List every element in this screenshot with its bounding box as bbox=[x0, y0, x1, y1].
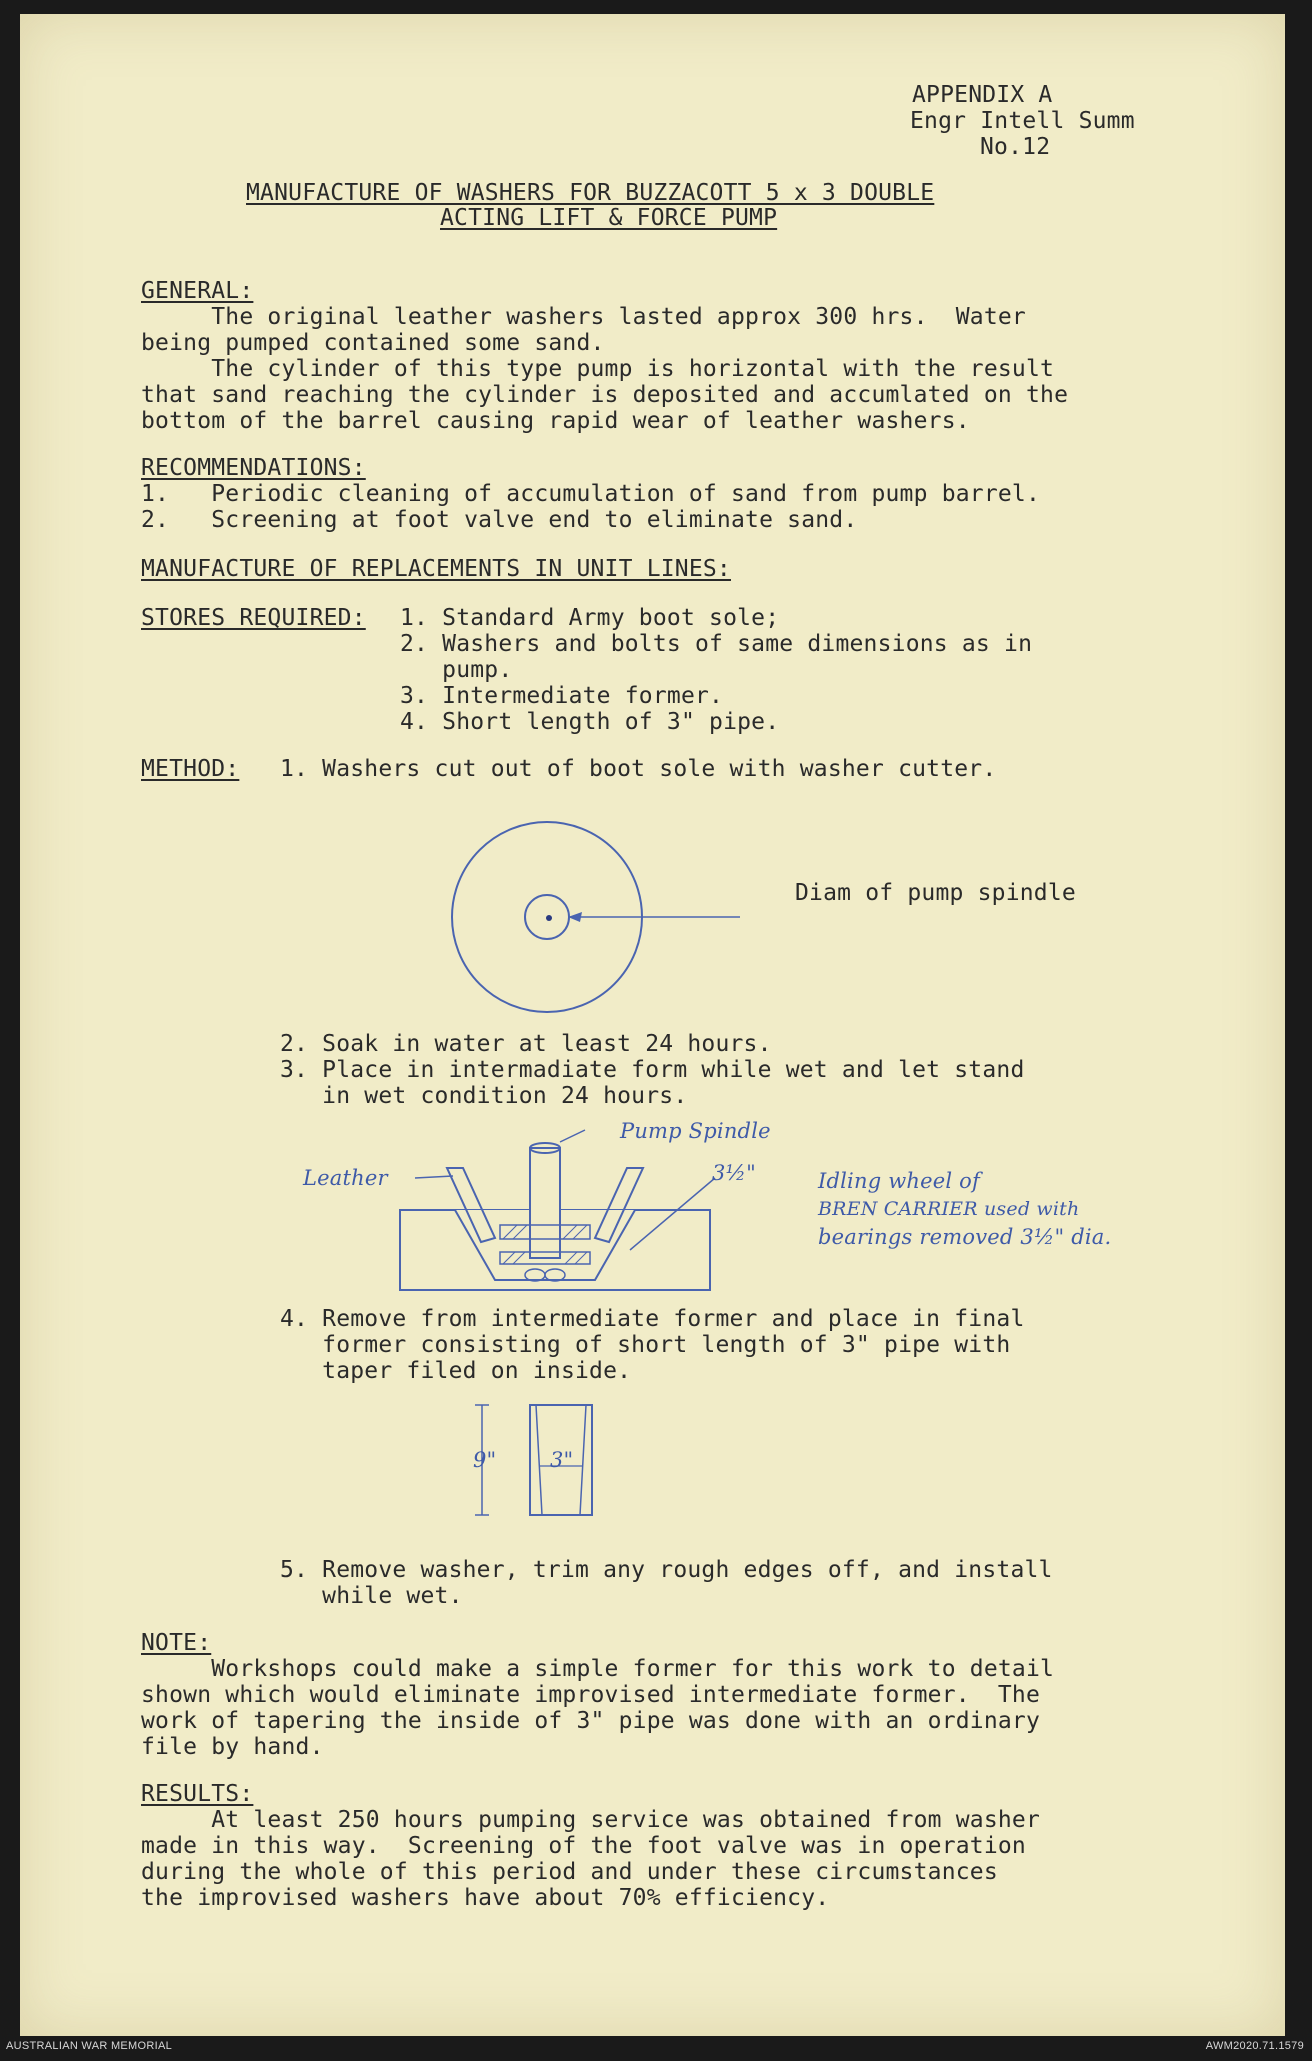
results-line: the improvised washers have about 70% efficiency. bbox=[141, 1885, 830, 1911]
general-line: The cylinder of this type pump is horizontal with the result bbox=[141, 356, 1055, 382]
washer-center-dot bbox=[546, 915, 552, 921]
diagram2-spindle-label: Pump Spindle bbox=[620, 1119, 771, 1143]
method-step2: 2. Soak in water at least 24 hours. bbox=[280, 1031, 772, 1057]
title-line2: ACTING LIFT & FORCE PUMP bbox=[440, 205, 778, 231]
general-line: being pumped contained some sand. bbox=[141, 330, 605, 356]
stores-item: 4. Short length of 3" pipe. bbox=[400, 709, 780, 735]
diagram3-height-label: 9" bbox=[473, 1448, 497, 1472]
method-step1: 1. Washers cut out of boot sole with washer cutter. bbox=[280, 756, 997, 782]
general-heading: GENERAL: bbox=[141, 278, 254, 304]
appendix-line1: APPENDIX A bbox=[912, 82, 1053, 108]
washer-diagram bbox=[450, 820, 810, 1010]
recommendation-item: 2. Screening at foot valve end to eliminate sand. bbox=[141, 507, 858, 533]
diagram2-note-line: Idling wheel of bbox=[818, 1169, 980, 1193]
method-step4-line: 4. Remove from intermediate former and place in final bbox=[280, 1306, 1025, 1332]
method-step5-line: 5. Remove washer, trim any rough edges off, and install bbox=[280, 1557, 1053, 1583]
recommendations-heading: RECOMMENDATIONS: bbox=[141, 455, 366, 481]
spindle-shaft bbox=[530, 1148, 560, 1258]
stores-item: 1. Standard Army boot sole; bbox=[400, 605, 780, 631]
method-step4-line: taper filed on inside. bbox=[280, 1358, 632, 1384]
results-line: during the whole of this period and under these circumstances bbox=[141, 1859, 998, 1885]
stores-item: pump. bbox=[400, 657, 513, 683]
results-line: made in this way. Screening of the foot valve was in operation bbox=[141, 1833, 1026, 1859]
stores-heading: STORES REQUIRED: bbox=[141, 605, 366, 631]
title-line1: MANUFACTURE OF WASHERS FOR BUZZACOTT 5 x 3 DOUBLE bbox=[246, 180, 935, 206]
note-line: work of tapering the inside of 3" pipe was done with an ordinary bbox=[141, 1708, 1041, 1734]
pointer-arrowhead bbox=[568, 912, 582, 922]
diagram2-note-line: bearings removed 3½" dia. bbox=[818, 1225, 1112, 1249]
method-step5-line: while wet. bbox=[280, 1583, 463, 1609]
diagram1-label: Diam of pump spindle bbox=[795, 880, 1076, 906]
footer-left: AUSTRALIAN WAR MEMORIAL bbox=[6, 2040, 173, 2052]
general-line: that sand reaching the cylinder is deposited and accumlated on the bbox=[141, 382, 1069, 408]
diagram3-width-label: 3" bbox=[550, 1448, 574, 1472]
diagram2-leather-label: Leather bbox=[303, 1166, 388, 1190]
method-step3-line: 3. Place in intermadiate form while wet and let stand bbox=[280, 1057, 1025, 1083]
stores-item: 2. Washers and bolts of same dimensions as in bbox=[400, 631, 1033, 657]
general-line: bottom of the barrel causing rapid wear of leather washers. bbox=[141, 408, 970, 434]
size-leader-line bbox=[630, 1178, 715, 1250]
manufacture-heading: MANUFACTURE OF REPLACEMENTS IN UNIT LINES: bbox=[141, 556, 731, 582]
leather-leader-line bbox=[415, 1176, 453, 1178]
method-step4-line: former consisting of short length of 3" pipe with bbox=[280, 1332, 1011, 1358]
appendix-line3: No.12 bbox=[980, 134, 1051, 160]
spindle-leader-line bbox=[560, 1130, 585, 1142]
stores-item: 3. Intermediate former. bbox=[400, 683, 724, 709]
note-line: shown which would eliminate improvised intermediate former. The bbox=[141, 1682, 1041, 1708]
note-line: file by hand. bbox=[141, 1734, 324, 1760]
general-line: The original leather washers lasted approx 300 hrs. Water bbox=[141, 304, 1026, 330]
results-heading: RESULTS: bbox=[141, 1781, 254, 1807]
note-line: Workshops could make a simple former for this work to detail bbox=[141, 1656, 1055, 1682]
note-heading: NOTE: bbox=[141, 1630, 212, 1656]
footer-right: AWM2020.71.1579 bbox=[1205, 2040, 1304, 2052]
appendix-line2: Engr Intell Summ bbox=[910, 108, 1135, 134]
results-line: At least 250 hours pumping service was obtained from washer bbox=[141, 1807, 1041, 1833]
method-step3-line: in wet condition 24 hours. bbox=[280, 1083, 688, 1109]
diagram2-size-label: 3½" bbox=[712, 1161, 756, 1185]
method-heading: METHOD: bbox=[141, 756, 240, 782]
diagram2-note-line: BREN CARRIER used with bbox=[818, 1198, 1080, 1220]
intermediate-former-diagram bbox=[395, 1120, 795, 1300]
recommendation-item: 1. Periodic cleaning of accumulation of sand from pump barrel. bbox=[141, 481, 1041, 507]
